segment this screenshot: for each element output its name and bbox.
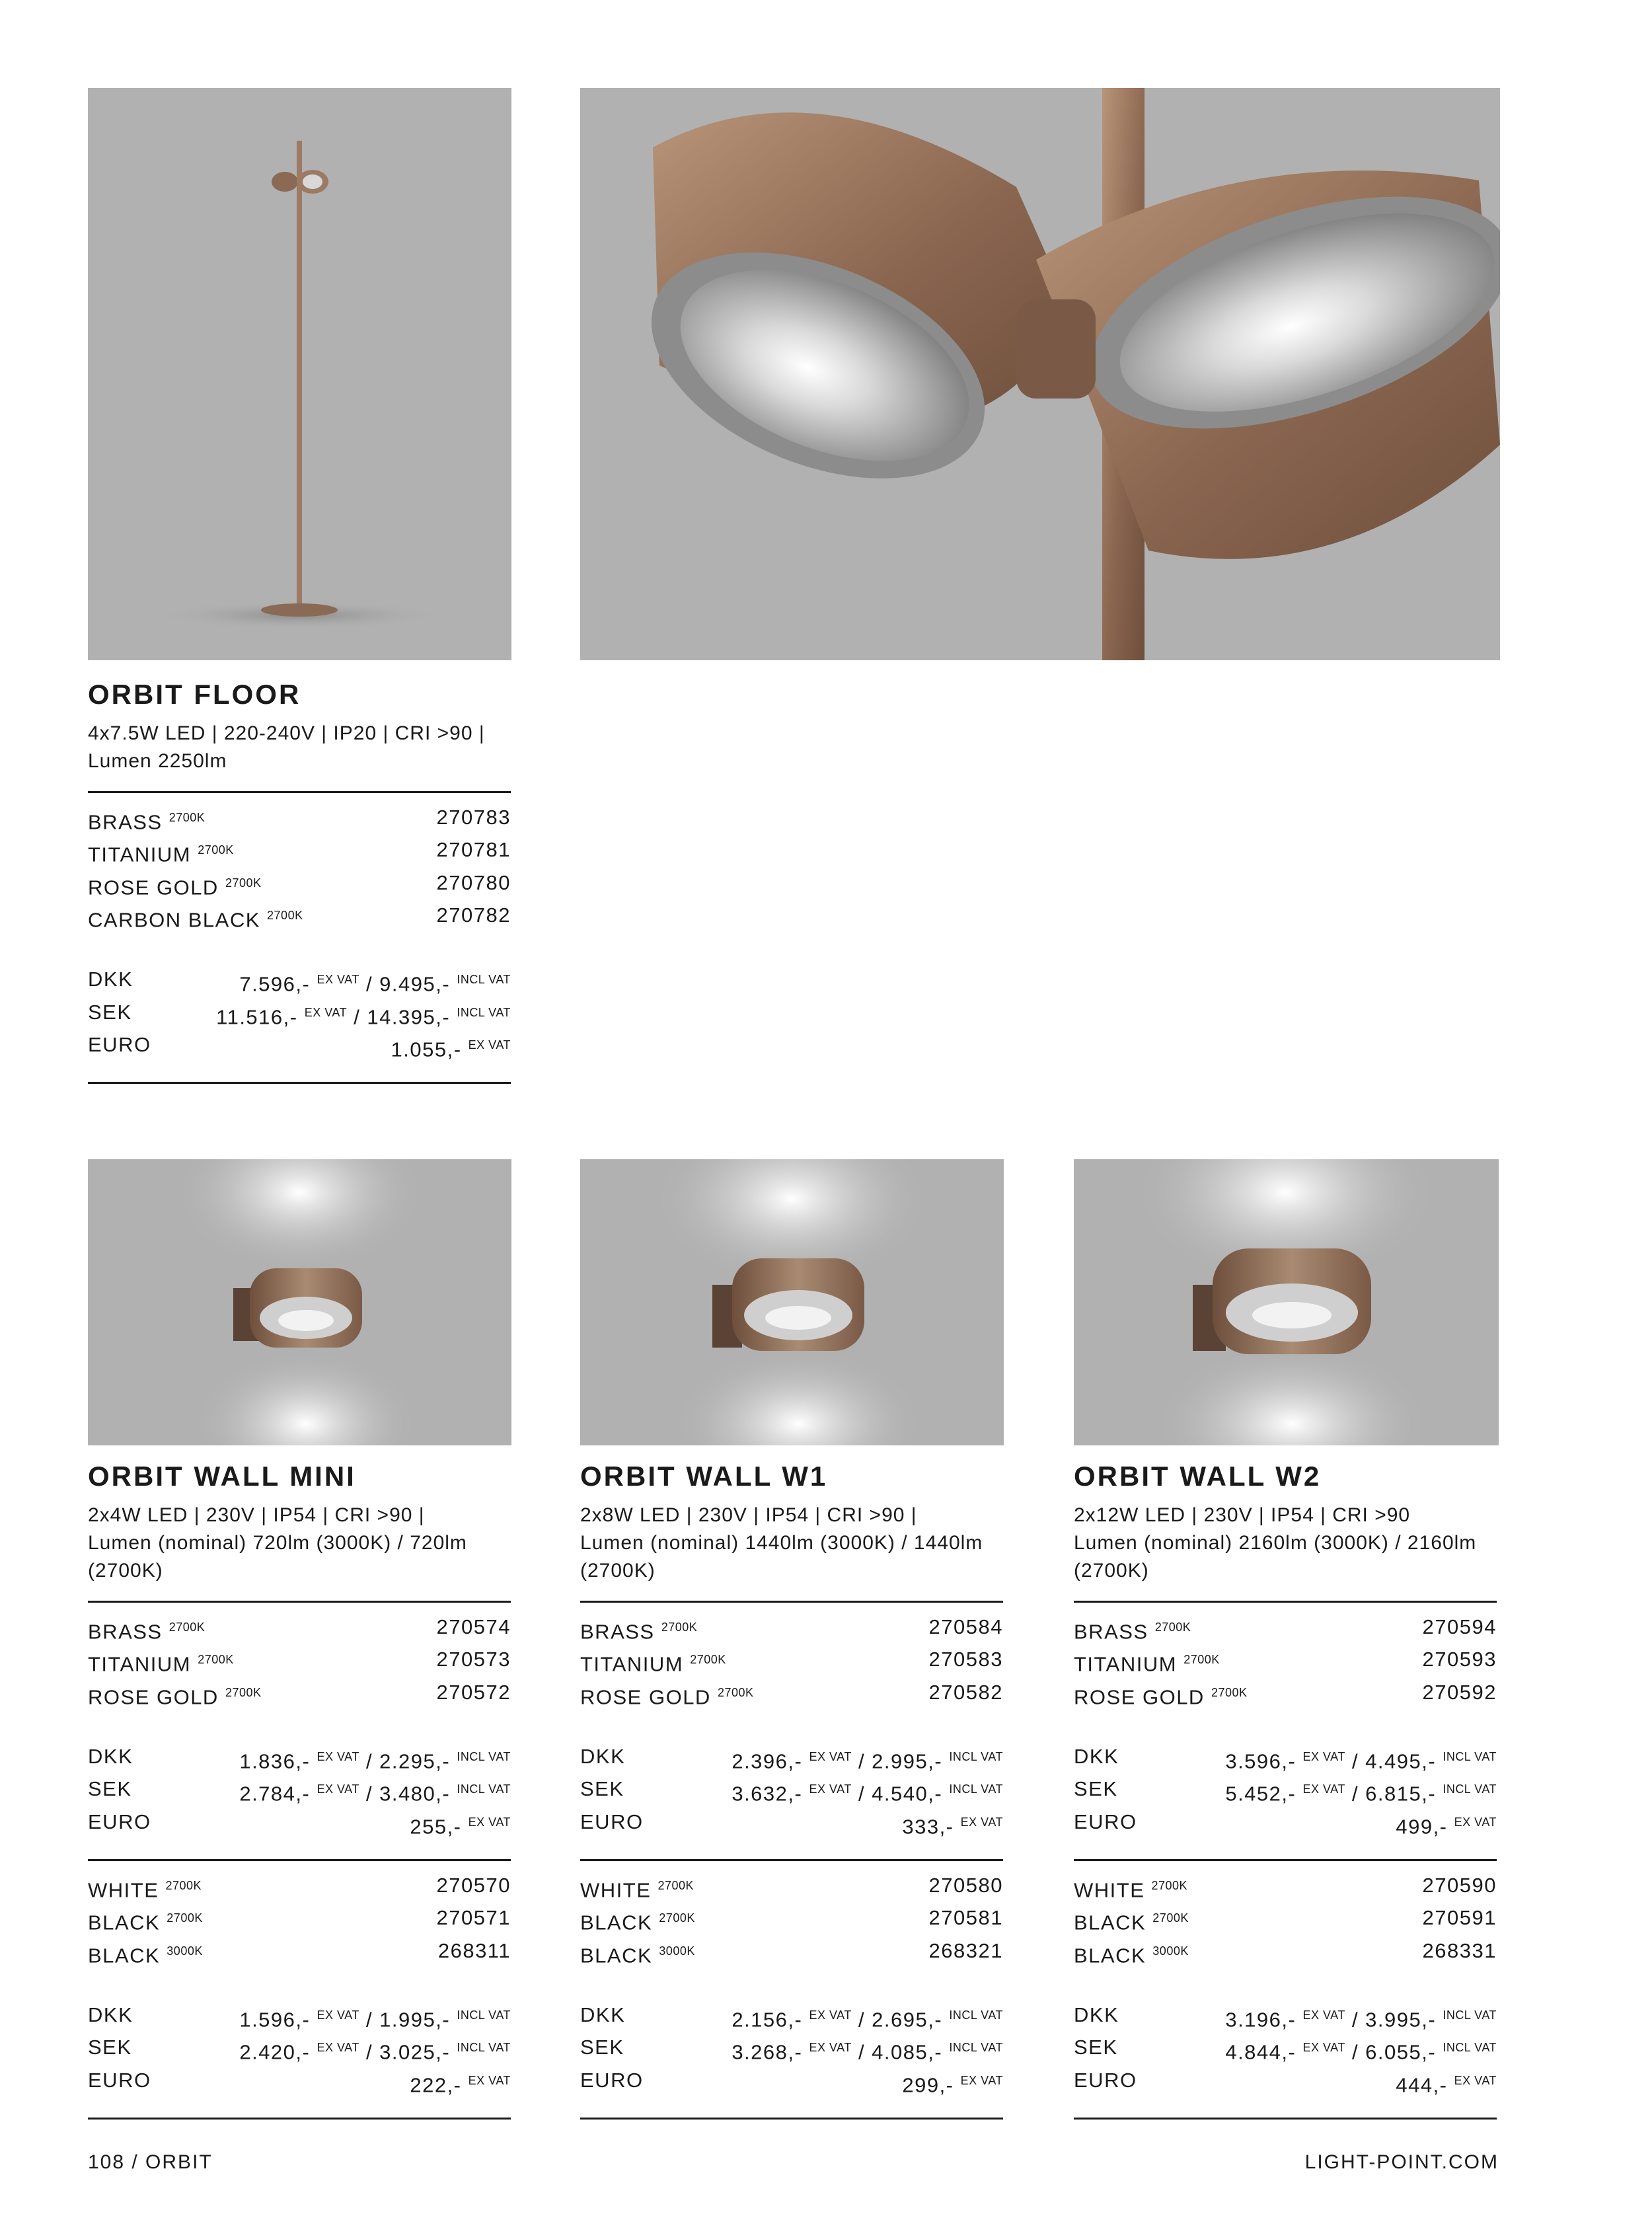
price-incl-vat: 9.495,- [379, 972, 451, 996]
price-ex-vat: 222,- [410, 2073, 462, 2096]
ex-vat-tag: EX VAT [809, 1782, 852, 1796]
variant-name: BRASS [1074, 1620, 1148, 1644]
variant-row [1074, 1613, 1497, 1646]
variant-name: ROSE GOLD [88, 875, 219, 899]
price-incl-vat: 3.480,- [379, 1782, 451, 1806]
variant-row [580, 1937, 1003, 1969]
spec-line: (2700K) [88, 1560, 163, 1582]
spec-line: (2700K) [1074, 1560, 1149, 1582]
price-row: SEK 11.516,- $^{EX VAT}$ / 14.395,- $^{INCL VAT}$ [88, 999, 511, 1031]
spec-line: 2x8W LED | 230V | IP54 | CRI >90 | [580, 1504, 917, 1526]
variant-temp: 2700K [657, 1878, 695, 1892]
variant-code: 270781 [436, 838, 511, 862]
price-row: SEK 3.632,- $^{EX VAT}$ / 4.540,- $^{INCL VAT}$ [580, 1775, 1003, 1808]
price-incl-vat: 4.540,- [872, 1782, 943, 1806]
variant-code: 270594 [1422, 1615, 1497, 1638]
variant-code: 270573 [436, 1648, 511, 1671]
price-currency: DKK [88, 2003, 133, 2026]
variant-temp: 2700K [167, 1911, 203, 1925]
ex-vat-tag: EX VAT [317, 1749, 359, 1763]
price-row: DKK 1.836,- $^{EX VAT}$ / 2.295,- $^{INCL VAT}$ [88, 1743, 511, 1775]
incl-vat-tag: INCL VAT [949, 1749, 1003, 1763]
variant-name: BRASS [580, 1620, 655, 1644]
product-specs [1074, 1502, 1497, 1601]
variant-name: BLACK [1074, 1911, 1146, 1934]
product-specs [88, 720, 511, 791]
price-currency: EURO [580, 2068, 644, 2092]
price-ex-vat: 1.055,- [391, 1038, 462, 1061]
spec-line: 4x7.5W LED | 220-240V | IP20 | CRI >90 | [88, 722, 485, 744]
variant-name: TITANIUM [88, 843, 192, 866]
variant-temp: 2700K [1152, 1911, 1189, 1925]
variant-name: BLACK [1074, 1943, 1146, 1967]
incl-vat-tag: INCL VAT [457, 2008, 511, 2022]
price-row: DKK 2.396,- $^{EX VAT}$ / 2.995,- $^{INCL VAT}$ [580, 1743, 1003, 1775]
variant-code: 270580 [928, 1873, 1003, 1897]
variant-name: BLACK [88, 1911, 161, 1934]
price-incl-vat: 4.085,- [872, 2040, 943, 2064]
price-list [1074, 2001, 1497, 2118]
variant-code: 270780 [436, 870, 511, 894]
variant-code: 268311 [437, 1938, 511, 1962]
price-row [580, 1808, 1003, 1841]
ex-vat-tag: EX VAT [468, 1815, 511, 1829]
ex-vat-tag: EX VAT [317, 2008, 359, 2022]
product-title: ORBIT FLOOR [88, 679, 301, 710]
price-ex-vat: 3.268,- [732, 2040, 803, 2064]
incl-vat-tag: INCL VAT [1443, 2041, 1497, 2055]
variant-name: BRASS [88, 1620, 163, 1644]
variant-temp: 2700K [661, 1621, 698, 1634]
incl-vat-tag: INCL VAT [457, 1782, 511, 1796]
price-ex-vat: 444,- [1396, 2073, 1448, 2096]
variant-row [88, 1679, 511, 1711]
price-row [88, 1808, 511, 1841]
variant-name: BRASS [88, 810, 163, 834]
page-footer-right: LIGHT-POINT.COM [1304, 2151, 1499, 2173]
incl-vat-tag: INCL VAT [457, 1749, 511, 1763]
incl-vat-tag: INCL VAT [949, 2041, 1003, 2055]
price-list [1074, 1743, 1497, 1859]
incl-vat-tag: INCL VAT [1443, 2008, 1497, 2022]
spec-line: Lumen 2250lm [88, 750, 227, 772]
price-row: SEK 4.844,- $^{EX VAT}$ / 6.055,- $^{INCL VAT}$ [1074, 2034, 1497, 2066]
price-ex-vat: 1.596,- [239, 2008, 311, 2032]
price-currency: SEK [88, 1777, 132, 1801]
incl-vat-tag: INCL VAT [1443, 1782, 1497, 1796]
price-incl-vat: 2.295,- [379, 1749, 451, 1773]
variant-list [580, 1603, 1003, 1711]
variant-row [1074, 1679, 1497, 1711]
incl-vat-tag: INCL VAT [949, 1782, 1003, 1796]
price-row [88, 2067, 511, 2099]
ex-vat-tag: EX VAT [317, 2041, 359, 2055]
price-currency: SEK [88, 1000, 132, 1024]
orbit-wall-mini-photo [88, 1159, 511, 1445]
variant-temp: 2700K [717, 1685, 754, 1699]
variant-name: BLACK [580, 1943, 653, 1967]
variant-code: 270574 [436, 1615, 511, 1638]
price-ex-vat: 3.596,- [1225, 1749, 1296, 1773]
incl-vat-tag: INCL VAT [457, 1005, 511, 1019]
variant-temp: 2700K [198, 1653, 234, 1667]
variant-name: BLACK [580, 1911, 653, 1934]
variant-row [88, 836, 511, 868]
orbit-floor-detail-photo [580, 88, 1500, 660]
price-currency: DKK [1074, 2003, 1119, 2026]
price-incl-vat: 1.995,- [379, 2008, 451, 2032]
variant-temp: 2700K [1183, 1653, 1220, 1667]
variant-temp: 3000K [167, 1944, 203, 1958]
ex-vat-tag: EX VAT [809, 1749, 852, 1763]
price-ex-vat: 2.156,- [732, 2008, 803, 2032]
variant-row [88, 869, 511, 901]
variant-name: ROSE GOLD [1074, 1685, 1205, 1708]
price-incl-vat: 2.995,- [872, 1749, 943, 1773]
price-row: DKK 1.596,- $^{EX VAT}$ / 1.995,- $^{INCL VAT}$ [88, 2001, 511, 2034]
variant-temp: 2700K [165, 1878, 202, 1892]
price-ex-vat: 255,- [410, 1814, 462, 1838]
spec-line: Lumen (nominal) 1440lm (3000K) / 1440lm [580, 1532, 983, 1554]
price-list [88, 2001, 511, 2118]
variant-temp: 2700K [225, 1685, 262, 1699]
variant-list [1074, 1603, 1497, 1711]
price-ex-vat: 7.596,- [239, 972, 311, 996]
variant-code: 270571 [436, 1906, 511, 1930]
variant-row [88, 1646, 511, 1678]
variant-temp: 2700K [1154, 1621, 1191, 1634]
orbit-wall-w2-photo [1074, 1159, 1499, 1445]
price-currency: EURO [88, 1032, 151, 1056]
price-list [580, 2001, 1003, 2118]
price-ex-vat: 3.632,- [732, 1782, 803, 1806]
price-row: DKK 7.596,- $^{EX VAT}$ / 9.495,- $^{INCL VAT}$ [88, 966, 511, 998]
variant-temp: 2700K [169, 811, 206, 824]
price-currency: EURO [1074, 1810, 1137, 1833]
ex-vat-tag: EX VAT [960, 1815, 1003, 1829]
product-orbit-wall-mini [88, 1459, 511, 2120]
price-incl-vat: 3.025,- [379, 2040, 451, 2064]
spec-line: Lumen (nominal) 2160lm (3000K) / 2160lm [1074, 1532, 1477, 1554]
variant-temp: 2700K [225, 876, 262, 890]
spec-line: 2x12W LED | 230V | IP54 | CRI >90 [1074, 1504, 1411, 1526]
price-currency: DKK [88, 1744, 133, 1768]
spec-line: Lumen (nominal) 720lm (3000K) / 720lm [88, 1532, 467, 1554]
price-ex-vat: 299,- [902, 2073, 954, 2096]
variant-name: TITANIUM [1074, 1652, 1178, 1676]
variant-name: TITANIUM [88, 1652, 192, 1676]
ex-vat-tag: EX VAT [317, 1782, 359, 1796]
variant-name: TITANIUM [580, 1652, 684, 1676]
price-currency: EURO [1074, 2068, 1137, 2092]
variant-row [88, 1904, 511, 1936]
price-ex-vat: 5.452,- [1225, 1782, 1296, 1806]
variant-temp: 2700K [267, 908, 303, 922]
ex-vat-tag: EX VAT [1302, 2041, 1345, 2055]
product-orbit-wall-w2 [1074, 1459, 1497, 2120]
variant-temp: 3000K [1152, 1944, 1189, 1958]
ex-vat-tag: EX VAT [1302, 1782, 1345, 1796]
price-row: DKK 3.596,- $^{EX VAT}$ / 4.495,- $^{INCL VAT}$ [1074, 1743, 1497, 1775]
divider [1074, 2118, 1497, 2120]
variant-temp: 2700K [1151, 1878, 1188, 1892]
product-title: ORBIT WALL MINI [88, 1461, 356, 1492]
variant-code: 270572 [436, 1680, 511, 1704]
price-row: DKK 2.156,- $^{EX VAT}$ / 2.695,- $^{INCL VAT}$ [580, 2001, 1003, 2034]
price-currency: SEK [580, 2036, 624, 2059]
variant-code: 268321 [928, 1938, 1003, 1962]
price-row [1074, 1808, 1497, 1841]
variant-list [1074, 1861, 1497, 1969]
product-orbit-floor [88, 677, 511, 1084]
product-specs [88, 1502, 511, 1601]
price-currency: EURO [88, 1810, 151, 1833]
price-ex-vat: 4.844,- [1225, 2040, 1296, 2064]
divider [580, 2118, 1003, 2120]
variant-list [88, 1861, 511, 1969]
price-incl-vat: 6.815,- [1365, 1782, 1437, 1806]
variant-row [1074, 1646, 1497, 1678]
price-ex-vat: 11.516,- [216, 1005, 298, 1028]
price-list [580, 1743, 1003, 1859]
price-currency: EURO [580, 1810, 644, 1833]
divider [88, 2118, 511, 2120]
product-title: ORBIT WALL W2 [1074, 1461, 1322, 1492]
product-orbit-wall-w1 [580, 1459, 1003, 2120]
spec-line: (2700K) [580, 1560, 656, 1582]
variant-code: 270783 [436, 806, 511, 829]
variant-name: ROSE GOLD [88, 1685, 219, 1708]
incl-vat-tag: INCL VAT [457, 973, 511, 987]
price-row: SEK 2.420,- $^{EX VAT}$ / 3.025,- $^{INCL VAT}$ [88, 2034, 511, 2066]
ex-vat-tag: EX VAT [1454, 2073, 1497, 2087]
incl-vat-tag: INCL VAT [1443, 1749, 1497, 1763]
variant-name: CARBON BLACK [88, 908, 260, 932]
variant-name: ROSE GOLD [580, 1685, 711, 1708]
price-currency: SEK [1074, 1777, 1118, 1801]
ex-vat-tag: EX VAT [1454, 1815, 1497, 1829]
variant-code: 270590 [1422, 1873, 1497, 1897]
variant-row [580, 1904, 1003, 1936]
spec-line: 2x4W LED | 230V | IP54 | CRI >90 | [88, 1504, 425, 1526]
variant-row [88, 901, 511, 934]
ex-vat-tag: EX VAT [468, 2073, 511, 2087]
price-currency: EURO [88, 2068, 151, 2092]
price-ex-vat: 2.396,- [732, 1749, 803, 1773]
price-currency: DKK [580, 2003, 626, 2026]
variant-row [88, 1613, 511, 1646]
price-ex-vat: 499,- [1396, 1814, 1448, 1838]
variant-row [88, 1937, 511, 1969]
variant-code: 270583 [928, 1648, 1003, 1671]
variant-row [1074, 1872, 1497, 1904]
ex-vat-tag: EX VAT [304, 1005, 348, 1019]
variant-code: 270592 [1422, 1680, 1497, 1704]
price-list [88, 966, 511, 1082]
ex-vat-tag: EX VAT [317, 973, 359, 987]
variant-list [580, 1861, 1003, 1969]
price-list [88, 1743, 511, 1859]
variant-row [580, 1872, 1003, 1904]
price-ex-vat: 2.420,- [239, 2040, 311, 2064]
variant-row [580, 1679, 1003, 1711]
page-footer-left: 108 / ORBIT [88, 2151, 213, 2173]
ex-vat-tag: EX VAT [468, 1038, 511, 1051]
price-ex-vat: 1.836,- [239, 1749, 311, 1773]
price-incl-vat: 6.055,- [1365, 2040, 1437, 2064]
price-row: DKK 3.196,- $^{EX VAT}$ / 3.995,- $^{INCL VAT}$ [1074, 2001, 1497, 2034]
orbit-wall-w1-photo [580, 1159, 1004, 1445]
variant-code: 270570 [436, 1873, 511, 1897]
ex-vat-tag: EX VAT [809, 2041, 852, 2055]
price-row: SEK 5.452,- $^{EX VAT}$ / 6.815,- $^{INCL VAT}$ [1074, 1775, 1497, 1808]
ex-vat-tag: EX VAT [960, 2073, 1003, 2087]
price-currency: DKK [88, 968, 133, 991]
price-currency: DKK [1074, 1744, 1119, 1768]
variant-name: BLACK [88, 1943, 161, 1967]
variant-temp: 2700K [1211, 1685, 1248, 1699]
variant-code: 268331 [1422, 1938, 1497, 1962]
variant-row [1074, 1904, 1497, 1936]
variant-code: 270591 [1422, 1906, 1497, 1930]
incl-vat-tag: INCL VAT [949, 2008, 1003, 2022]
price-incl-vat: 4.495,- [1365, 1749, 1437, 1773]
divider [88, 1082, 511, 1084]
price-ex-vat: 3.196,- [1225, 2008, 1296, 2032]
price-currency: DKK [580, 1744, 626, 1768]
variant-row [88, 804, 511, 836]
price-ex-vat: 2.784,- [239, 1782, 311, 1806]
ex-vat-tag: EX VAT [1302, 2008, 1345, 2022]
price-row [1074, 2067, 1497, 2099]
variant-temp: 2700K [198, 843, 234, 857]
price-currency: SEK [580, 1777, 624, 1801]
price-row: SEK 2.784,- $^{EX VAT}$ / 3.480,- $^{INCL VAT}$ [88, 1775, 511, 1808]
price-row [580, 2067, 1003, 2099]
product-specs [580, 1502, 1003, 1601]
variant-code: 270584 [928, 1615, 1003, 1638]
variant-temp: 2700K [690, 1653, 726, 1667]
variant-row [1074, 1937, 1497, 1969]
price-currency: SEK [1074, 2036, 1118, 2059]
price-currency: SEK [88, 2036, 132, 2059]
variant-temp: 2700K [169, 1621, 206, 1634]
variant-temp: 3000K [659, 1944, 695, 1958]
variant-code: 270782 [436, 903, 511, 927]
variant-list [88, 793, 511, 934]
orbit-floor-photo [88, 88, 511, 660]
variant-temp: 2700K [659, 1911, 695, 1925]
price-incl-vat: 14.395,- [367, 1005, 451, 1028]
variant-row [580, 1613, 1003, 1646]
variant-code: 270593 [1422, 1648, 1497, 1671]
price-incl-vat: 3.995,- [1365, 2008, 1437, 2032]
variant-name: WHITE [580, 1878, 652, 1902]
price-row [88, 1031, 511, 1063]
ex-vat-tag: EX VAT [809, 2008, 852, 2022]
variant-name: WHITE [1074, 1878, 1145, 1902]
variant-code: 270582 [928, 1680, 1003, 1704]
product-title: ORBIT WALL W1 [580, 1461, 828, 1492]
variant-row [580, 1646, 1003, 1678]
ex-vat-tag: EX VAT [1302, 1749, 1345, 1763]
variant-name: WHITE [88, 1878, 159, 1902]
incl-vat-tag: INCL VAT [457, 2041, 511, 2055]
variant-row [88, 1872, 511, 1904]
price-incl-vat: 2.695,- [872, 2008, 943, 2032]
price-row: SEK 3.268,- $^{EX VAT}$ / 4.085,- $^{INCL VAT}$ [580, 2034, 1003, 2066]
price-ex-vat: 333,- [902, 1814, 954, 1838]
variant-list [88, 1603, 511, 1711]
variant-code: 270581 [928, 1906, 1003, 1930]
